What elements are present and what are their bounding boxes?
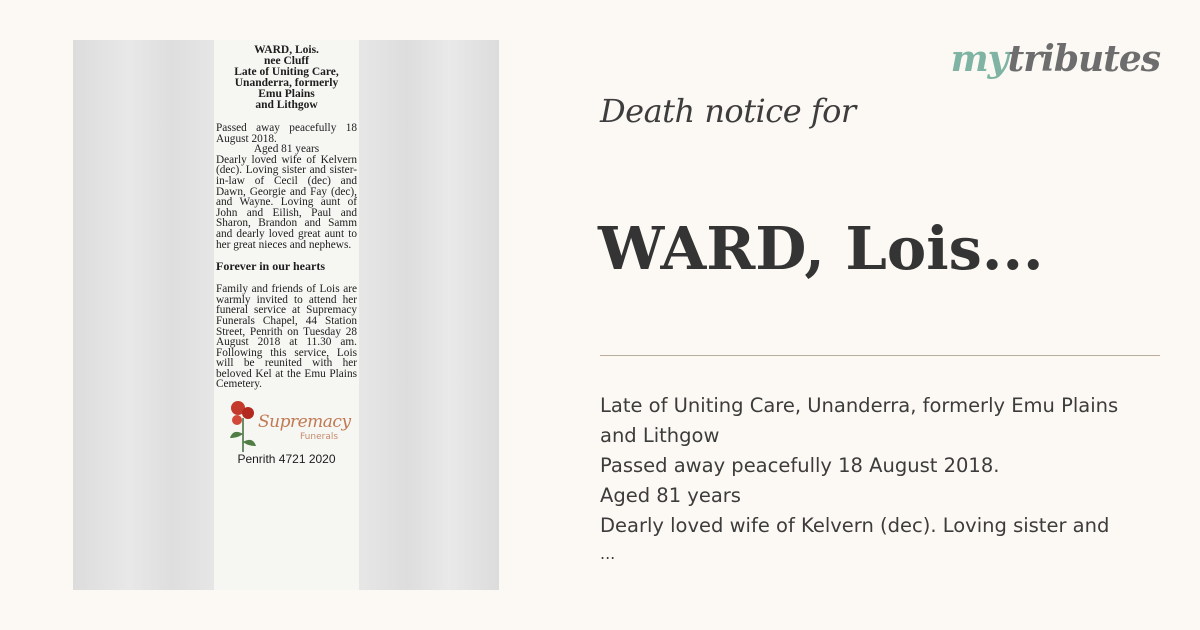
notice-blur-right [358, 40, 499, 590]
notice-paper [214, 40, 359, 590]
notice-heading-line: and Lithgow [255, 99, 318, 111]
notice-funeral-paragraph: Family and friends of Lois are warmly invited to attend her funeral service at Supremacy Funerals Chapel, 44 Station Street, Penrith on Tuesday 28 August 2018 at 11.30 am. Following this service, Lois will be reunited with her beloved Kel at the Emu Plains Cemetery. [216, 283, 357, 391]
notice-heading [216, 45, 357, 111]
summary-line: Dearly loved wife of Kelvern (dec). Loving sister and [600, 514, 1110, 537]
rose-icon [226, 398, 260, 452]
notice-summary [600, 391, 1160, 567]
funeral-home-name: Supremacy [258, 412, 351, 433]
page-title: WARD, Lois... [598, 214, 1044, 283]
funeral-home-phone: Penrith 4721 2020 [237, 452, 336, 467]
brand-suffix: tributes [1007, 38, 1160, 80]
summary-line: Passed away peacefully 18 August 2018. [600, 454, 1000, 477]
funeral-home-logo [216, 396, 357, 452]
notice-heading-line: Unanderra, formerly [234, 77, 339, 89]
summary-line: and Lithgow [600, 424, 720, 447]
notice-heading-line: Emu Plains [258, 88, 315, 100]
notice-heading-line: WARD, Lois. [254, 44, 319, 56]
brand-prefix: my [950, 38, 1008, 80]
notice-heading-line: nee Cluff [263, 55, 310, 67]
notice-passed-line: Passed away peacefully 18 August 2018. [216, 122, 357, 145]
divider [600, 355, 1160, 356]
page-subtitle: Death notice for [600, 92, 856, 130]
summary-ellipsis: ... [600, 544, 616, 563]
notice-bold-line: Forever in our hearts [216, 259, 325, 274]
funeral-home-subname: Funerals [300, 432, 339, 443]
summary-line: Late of Uniting Care, Unanderra, formerly Emu Plains [600, 394, 1119, 417]
summary-line: Aged 81 years [600, 484, 741, 507]
notice-blur-left [73, 40, 214, 590]
mytributes-logo[interactable] [951, 38, 1160, 80]
notice-family-paragraph: Dearly loved wife of Kelvern (dec). Loving sister and sister-in-law of Cecil (dec) and Dawn, Georgie and Fay (dec), and Wayne. Loving aunt of John and Eilish, Paul and Sharon, Brandon and Samm and dearly loved great aunt to her great nieces and nephews. [216, 153, 357, 251]
notice-heading-line: Late of Uniting Care, [234, 66, 339, 78]
notice-image [73, 40, 499, 590]
notice-age-line: Aged 81 years [253, 143, 320, 156]
